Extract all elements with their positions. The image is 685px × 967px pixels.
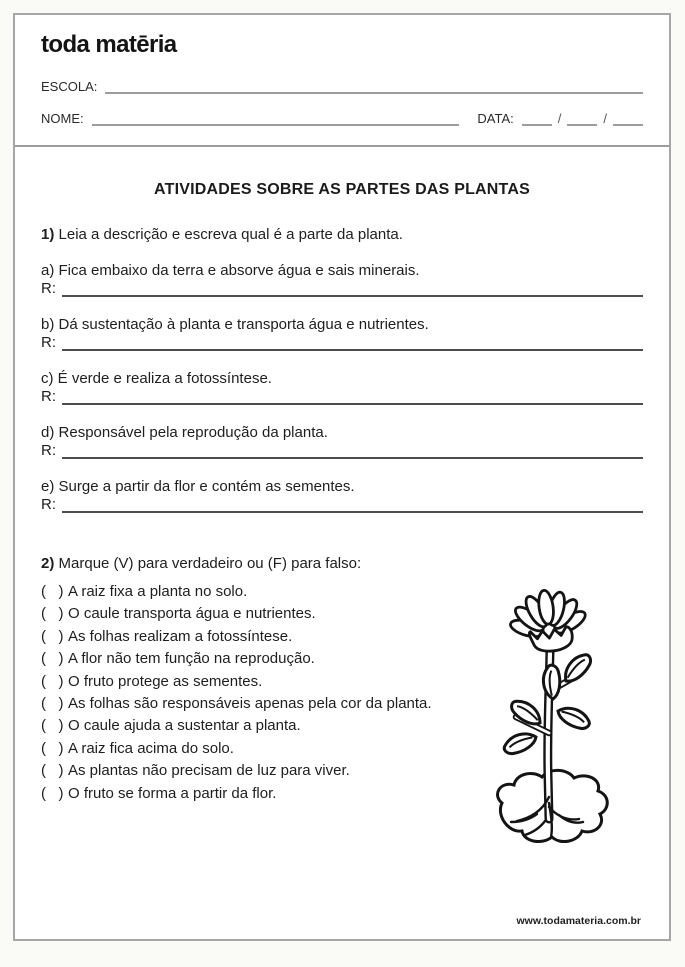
answer-line-b[interactable] xyxy=(62,335,643,351)
checkbox-parens[interactable]: ( ) xyxy=(41,627,64,645)
checkbox-parens[interactable]: ( ) xyxy=(41,672,64,690)
tf-statement: O caule transporta água e nutrientes. xyxy=(68,605,316,623)
answer-label: R: xyxy=(41,496,56,513)
question-1e xyxy=(41,478,643,495)
item-text: Surge a partir da flor e contém as sementes. xyxy=(58,478,355,495)
item-text: É verde e realiza a fotossíntese. xyxy=(57,370,272,387)
question-1-text: Leia a descrição e escreva qual é a parte da planta. xyxy=(58,226,403,243)
answer-label: R: xyxy=(41,442,56,459)
tf-item-1 xyxy=(41,581,452,603)
checkbox-parens[interactable]: ( ) xyxy=(41,695,64,713)
tf-statement: As folhas são responsáveis apenas pela cor da planta. xyxy=(68,695,432,713)
date-month-line[interactable] xyxy=(567,112,597,126)
answer-row-d xyxy=(41,442,643,459)
question-2-text: Marque (V) para verdadeiro ou (F) para falso: xyxy=(58,555,362,572)
tf-item-3 xyxy=(41,626,452,648)
date-slash: / xyxy=(557,111,562,126)
question-1d xyxy=(41,424,643,441)
flower xyxy=(504,585,592,657)
website-url: www.todamateria.com.br xyxy=(516,915,641,927)
tf-item-2 xyxy=(41,603,452,625)
tf-statement: A raiz fica acima do solo. xyxy=(68,739,234,757)
plant-illustration xyxy=(458,585,643,852)
checkbox-parens[interactable]: ( ) xyxy=(41,762,64,780)
item-letter: c) xyxy=(41,370,54,387)
name-date-field-row xyxy=(41,111,643,126)
answer-row-c xyxy=(41,388,643,405)
answer-row-b xyxy=(41,334,643,351)
tf-statement: As plantas não precisam de luz para viver. xyxy=(68,762,350,780)
answer-label: R: xyxy=(41,334,56,351)
page-title: ATIVIDADES SOBRE AS PARTES DAS PLANTAS xyxy=(154,181,530,198)
worksheet-header xyxy=(15,15,669,147)
question-2-prompt xyxy=(41,555,643,572)
date-label: DATA: xyxy=(477,111,514,126)
tf-item-7 xyxy=(41,715,452,737)
question-1a xyxy=(41,262,643,279)
tf-item-4 xyxy=(41,648,452,670)
item-letter: d) xyxy=(41,424,55,441)
item-letter: e) xyxy=(41,478,55,495)
question-1-prompt xyxy=(41,226,643,243)
item-text: Responsável pela reprodução da planta. xyxy=(58,424,328,441)
checkbox-parens[interactable]: ( ) xyxy=(41,717,64,735)
question-1-number: 1) xyxy=(41,226,55,243)
toda-materia-logo: toda matēria xyxy=(41,31,177,58)
item-text: Fica embaixo da terra e absorve água e sais minerais. xyxy=(58,262,420,279)
tf-statement: A raiz fixa a planta no solo. xyxy=(68,583,248,600)
name-label: NOME: xyxy=(41,111,84,126)
date-year-line[interactable] xyxy=(613,112,643,126)
plant-drawing xyxy=(458,585,643,847)
worksheet-page xyxy=(13,13,671,941)
checkbox-parens[interactable]: ( ) xyxy=(41,650,64,668)
question-2-number: 2) xyxy=(41,555,55,572)
tf-item-9 xyxy=(41,760,452,782)
checkbox-parens[interactable]: ( ) xyxy=(41,605,64,623)
answer-label: R: xyxy=(41,280,56,297)
true-false-list xyxy=(41,581,452,852)
answer-line-a[interactable] xyxy=(62,281,643,297)
item-text: Dá sustentação à planta e transporta água e nutrientes. xyxy=(58,316,429,333)
checkbox-parens[interactable]: ( ) xyxy=(41,739,64,757)
tf-item-6 xyxy=(41,693,452,715)
tf-statement: O caule ajuda a sustentar a planta. xyxy=(68,717,301,735)
question-1c xyxy=(41,370,643,387)
answer-line-d[interactable] xyxy=(62,443,643,459)
question-2-section xyxy=(41,555,643,852)
school-field-row xyxy=(41,79,643,94)
tf-item-8 xyxy=(41,738,452,760)
answer-label: R: xyxy=(41,388,56,405)
answer-row-a xyxy=(41,280,643,297)
tf-statement: O fruto se forma a partir da flor. xyxy=(68,784,277,802)
answer-line-e[interactable] xyxy=(62,497,643,513)
tf-statement: A flor não tem função na reprodução. xyxy=(68,650,315,668)
school-input-line[interactable] xyxy=(105,80,643,94)
name-input-line[interactable] xyxy=(92,112,460,126)
date-slash: / xyxy=(603,111,607,126)
school-label: ESCOLA: xyxy=(41,79,98,94)
answer-line-c[interactable] xyxy=(62,389,643,405)
question-1b xyxy=(41,316,643,333)
answer-row-e xyxy=(41,496,643,513)
date-day-line[interactable] xyxy=(522,112,552,126)
true-false-area xyxy=(41,581,643,852)
checkbox-parens[interactable]: ( ) xyxy=(41,784,64,802)
tf-statement: O fruto protege as sementes. xyxy=(68,672,263,690)
item-letter: a) xyxy=(41,262,55,279)
tf-statement: As folhas realizam a fotossíntese. xyxy=(68,627,293,645)
worksheet-body xyxy=(15,181,669,852)
tf-item-5 xyxy=(41,671,452,693)
item-letter: b) xyxy=(41,316,55,333)
tf-item-10 xyxy=(41,783,452,805)
checkbox-parens[interactable]: ( ) xyxy=(41,583,64,600)
